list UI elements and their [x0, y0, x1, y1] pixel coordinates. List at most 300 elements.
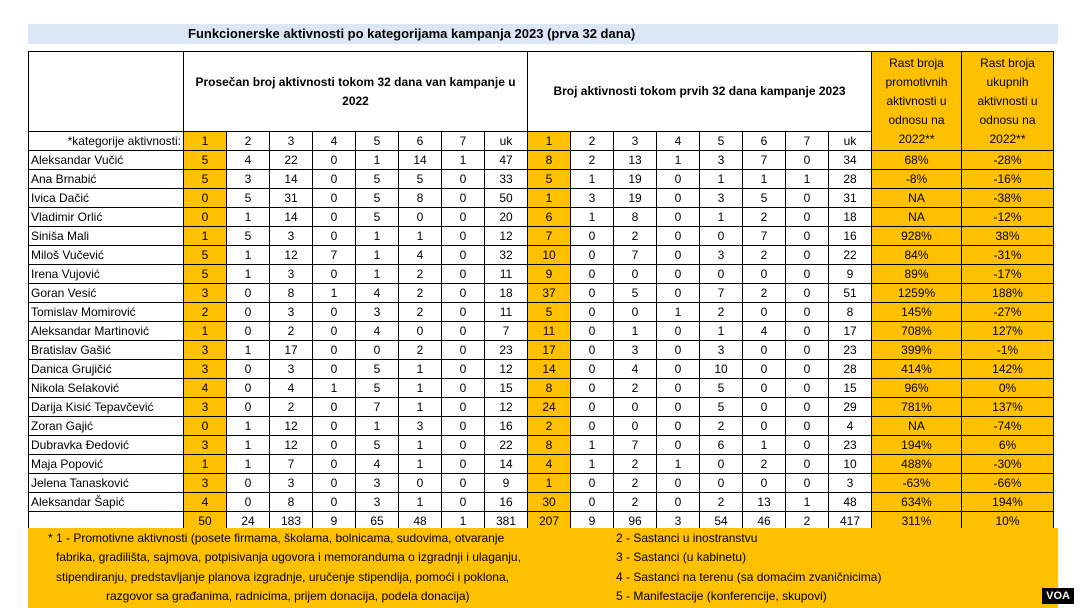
cell-a-4: 0	[313, 303, 356, 322]
cell-a-3: 14	[270, 170, 313, 189]
table-row	[29, 189, 1054, 208]
rast-promo-value: 488%	[872, 455, 962, 474]
cell-a-3: 17	[270, 341, 313, 360]
cell-b-uk: 15	[829, 379, 872, 398]
cell-a-5: 3	[356, 474, 399, 493]
cell-a-1: 50	[184, 512, 227, 531]
rast-total-value: 127%	[962, 322, 1054, 341]
cell-b-uk: 51	[829, 284, 872, 303]
cell-b-4: 0	[657, 398, 700, 417]
cell-a-5: 5	[356, 379, 399, 398]
cell-b-6: 7	[743, 151, 786, 170]
cell-b-6: 0	[743, 417, 786, 436]
cell-a-6: 8	[399, 189, 442, 208]
cell-a-7: 0	[442, 246, 485, 265]
cell-a-uk: 12	[485, 227, 528, 246]
cell-b-3: 0	[614, 303, 657, 322]
cell-b-2: 0	[571, 303, 614, 322]
cell-a-1: 5	[184, 265, 227, 284]
cell-a-7: 0	[442, 303, 485, 322]
cell-b-uk: 4	[829, 417, 872, 436]
rast-promo-value: 399%	[872, 341, 962, 360]
cell-b-uk: 8	[829, 303, 872, 322]
cell-a-6: 3	[399, 417, 442, 436]
cell-a-3: 7	[270, 455, 313, 474]
cell-a-uk: 12	[485, 360, 528, 379]
cell-a-2: 5	[227, 189, 270, 208]
cell-b-1: 9	[528, 265, 571, 284]
cell-b-7: 0	[786, 436, 829, 455]
cell-a-2: 0	[227, 379, 270, 398]
legend-cat-1-line-4: razgovor sa građanima, radnicima, prijem donacija, podela donacija)	[106, 589, 470, 603]
cell-b-2: 0	[571, 227, 614, 246]
cell-b-4: 0	[657, 379, 700, 398]
cell-a-2: 0	[227, 398, 270, 417]
cell-a-6: 1	[399, 379, 442, 398]
cell-a-5: 5	[356, 189, 399, 208]
cell-b-2: 0	[571, 493, 614, 512]
cell-a-4: 0	[313, 493, 356, 512]
cell-a-2: 0	[227, 493, 270, 512]
cell-b-uk: 417	[829, 512, 872, 531]
cell-a-2: 1	[227, 246, 270, 265]
cell-b-1: 207	[528, 512, 571, 531]
cell-a-1: 3	[184, 398, 227, 417]
cell-a-2: 1	[227, 417, 270, 436]
cell-b-3: 3	[614, 341, 657, 360]
cell-a-3: 3	[270, 360, 313, 379]
rast-promo-value: 928%	[872, 227, 962, 246]
cell-b-6: 2	[743, 455, 786, 474]
rast-total-value: -1%	[962, 341, 1054, 360]
cell-a-2: 1	[227, 436, 270, 455]
cell-a-2: 5	[227, 227, 270, 246]
cell-b-4: 1	[657, 151, 700, 170]
cell-a-6: 2	[399, 284, 442, 303]
cell-b-uk: 29	[829, 398, 872, 417]
cell-b-3: 4	[614, 360, 657, 379]
rast-promo-value: NA	[872, 208, 962, 227]
cell-a-1: 3	[184, 284, 227, 303]
category-header-b-1: 1	[528, 132, 571, 151]
table-row	[29, 360, 1054, 379]
voa-logo: VOA	[1042, 588, 1074, 604]
cell-b-6: 0	[743, 398, 786, 417]
cell-b-4: 0	[657, 474, 700, 493]
cell-b-2: 3	[571, 189, 614, 208]
cell-a-1: 1	[184, 227, 227, 246]
cell-b-2: 0	[571, 398, 614, 417]
rast-total-value: 137%	[962, 398, 1054, 417]
cell-b-6: 0	[743, 474, 786, 493]
cell-a-3: 3	[270, 265, 313, 284]
cell-a-3: 3	[270, 474, 313, 493]
cell-b-2: 0	[571, 246, 614, 265]
cell-b-3: 2	[614, 379, 657, 398]
cell-b-1: 8	[528, 436, 571, 455]
cell-b-4: 3	[657, 512, 700, 531]
cell-a-7: 0	[442, 227, 485, 246]
cell-b-4: 0	[657, 265, 700, 284]
cell-b-6: 2	[743, 284, 786, 303]
cell-b-4: 0	[657, 493, 700, 512]
cell-b-2: 0	[571, 341, 614, 360]
cell-b-6: 0	[743, 303, 786, 322]
cell-b-4: 1	[657, 303, 700, 322]
table-row	[29, 227, 1054, 246]
rast-total-value: 194%	[962, 493, 1054, 512]
cell-b-4: 0	[657, 246, 700, 265]
cell-b-2: 0	[571, 474, 614, 493]
cell-a-uk: 14	[485, 455, 528, 474]
cell-a-7: 0	[442, 436, 485, 455]
cell-b-4: 0	[657, 436, 700, 455]
cell-a-7: 0	[442, 398, 485, 417]
cell-a-5: 5	[356, 360, 399, 379]
table-row	[29, 379, 1054, 398]
categories-label: *kategorije aktivnosti:	[29, 132, 184, 151]
cell-a-1: 0	[184, 417, 227, 436]
rast-total-value: -17%	[962, 265, 1054, 284]
cell-a-3: 8	[270, 493, 313, 512]
cell-a-6: 14	[399, 151, 442, 170]
cell-b-6: 5	[743, 189, 786, 208]
cell-b-7: 0	[786, 341, 829, 360]
legend-cat-4: 4 - Sastanci na terenu (sa domaćim zvaničnicima)	[616, 570, 882, 584]
cell-a-2: 1	[227, 341, 270, 360]
header-rast-promo: Rast broja promotivnih aktivnosti u odnosu na 2022**	[872, 52, 962, 151]
cell-b-6: 2	[743, 208, 786, 227]
cell-a-4: 0	[313, 170, 356, 189]
category-header-a-1: 1	[184, 132, 227, 151]
table-row	[29, 322, 1054, 341]
cell-a-3: 12	[270, 417, 313, 436]
cell-b-1: 5	[528, 303, 571, 322]
politician-name: Ana Brnabić	[29, 170, 184, 189]
cell-a-uk: 20	[485, 208, 528, 227]
activity-table	[28, 51, 1054, 531]
cell-a-6: 4	[399, 246, 442, 265]
legend-cat-1-line-2: fabrika, gradilišta, sajmova, potpisivanja ugovora i memoranduma o izgradnji i ulaganju,	[56, 550, 521, 564]
cell-a-2: 1	[227, 455, 270, 474]
cell-b-3: 0	[614, 265, 657, 284]
cell-a-uk: 15	[485, 379, 528, 398]
category-header-b-4: 4	[657, 132, 700, 151]
cell-b-3: 19	[614, 189, 657, 208]
cell-a-uk: 381	[485, 512, 528, 531]
rast-promo-value: -8%	[872, 170, 962, 189]
politician-name: Ivica Dačić	[29, 189, 184, 208]
cell-b-5: 5	[700, 398, 743, 417]
cell-a-3: 12	[270, 436, 313, 455]
cell-a-7: 0	[442, 360, 485, 379]
cell-a-4: 1	[313, 379, 356, 398]
cell-a-uk: 12	[485, 398, 528, 417]
cell-b-7: 0	[786, 417, 829, 436]
cell-a-uk: 11	[485, 265, 528, 284]
cell-a-6: 0	[399, 208, 442, 227]
cell-a-1: 0	[184, 208, 227, 227]
cell-a-uk: 9	[485, 474, 528, 493]
cell-b-7: 1	[786, 493, 829, 512]
cell-a-7: 0	[442, 493, 485, 512]
cell-a-4: 0	[313, 417, 356, 436]
cell-a-6: 1	[399, 455, 442, 474]
rast-promo-value: 414%	[872, 360, 962, 379]
rast-total-value: -31%	[962, 246, 1054, 265]
cell-b-3: 13	[614, 151, 657, 170]
cell-b-5: 1	[700, 322, 743, 341]
title-bar	[28, 24, 1058, 44]
cell-b-6: 0	[743, 341, 786, 360]
cell-b-6: 2	[743, 246, 786, 265]
table-row	[29, 208, 1054, 227]
cell-b-3: 7	[614, 436, 657, 455]
cell-a-4: 0	[313, 151, 356, 170]
rast-total-value: -74%	[962, 417, 1054, 436]
table-row	[29, 170, 1054, 189]
cell-b-2: 1	[571, 455, 614, 474]
cell-b-uk: 23	[829, 341, 872, 360]
rast-promo-value: 96%	[872, 379, 962, 398]
rast-total-value: -27%	[962, 303, 1054, 322]
politician-name: Danica Grujičić	[29, 360, 184, 379]
cell-a-2: 0	[227, 322, 270, 341]
cell-b-3: 96	[614, 512, 657, 531]
cell-a-6: 2	[399, 303, 442, 322]
cell-b-6: 46	[743, 512, 786, 531]
cell-b-2: 1	[571, 208, 614, 227]
cell-a-5: 7	[356, 398, 399, 417]
cell-a-2: 0	[227, 360, 270, 379]
cell-b-1: 8	[528, 151, 571, 170]
cell-b-5: 6	[700, 436, 743, 455]
rast-promo-value: 311%	[872, 512, 962, 531]
politician-name: Nikola Selaković	[29, 379, 184, 398]
cell-a-uk: 16	[485, 493, 528, 512]
cell-a-6: 2	[399, 265, 442, 284]
category-header-a-7: 7	[442, 132, 485, 151]
cell-b-6: 0	[743, 265, 786, 284]
cell-b-uk: 23	[829, 436, 872, 455]
cell-b-4: 1	[657, 455, 700, 474]
cell-a-5: 1	[356, 227, 399, 246]
politician-name: Aleksandar Vučić	[29, 151, 184, 170]
rast-total-value: -30%	[962, 455, 1054, 474]
cell-a-4: 0	[313, 360, 356, 379]
legend-cat-5: 5 - Manifestacije (konferencije, skupovi)	[616, 589, 827, 603]
cell-b-7: 0	[786, 246, 829, 265]
cell-b-5: 3	[700, 341, 743, 360]
cell-a-2: 4	[227, 151, 270, 170]
cell-a-4: 0	[313, 189, 356, 208]
cell-b-1: 7	[528, 227, 571, 246]
cell-b-5: 3	[700, 246, 743, 265]
cell-b-1: 11	[528, 322, 571, 341]
table-row	[29, 417, 1054, 436]
cell-b-uk: 18	[829, 208, 872, 227]
cell-b-5: 54	[700, 512, 743, 531]
cell-a-4: 0	[313, 455, 356, 474]
cell-b-uk: 22	[829, 246, 872, 265]
politician-name: Darija Kisić Tepavčević	[29, 398, 184, 417]
cell-a-5: 5	[356, 170, 399, 189]
cell-a-6: 0	[399, 322, 442, 341]
cell-a-1: 4	[184, 493, 227, 512]
cell-a-1: 3	[184, 474, 227, 493]
table-row	[29, 455, 1054, 474]
cell-b-uk: 16	[829, 227, 872, 246]
header-avg-2022: Prosečan broj aktivnosti tokom 32 dana van kampanje u 2022	[184, 52, 528, 132]
cell-a-5: 1	[356, 265, 399, 284]
politician-name: Jelena Tanasković	[29, 474, 184, 493]
cell-a-3: 14	[270, 208, 313, 227]
rast-promo-value: NA	[872, 417, 962, 436]
cell-b-7: 0	[786, 189, 829, 208]
header-blank	[29, 52, 184, 132]
cell-b-3: 2	[614, 455, 657, 474]
legend-cat-1-line-3: stipendiranju, predstavljanje planova izgradnje, uručenje stipendija, pomoći i poklona,	[56, 570, 509, 584]
page-title: Funkcionerske aktivnosti po kategorijama kampanja 2023 (prva 32 dana)	[188, 26, 636, 41]
rast-total-value: 38%	[962, 227, 1054, 246]
cell-b-3: 1	[614, 322, 657, 341]
cell-b-5: 2	[700, 493, 743, 512]
cell-a-7: 0	[442, 208, 485, 227]
cell-a-uk: 11	[485, 303, 528, 322]
cell-b-uk: 3	[829, 474, 872, 493]
rast-promo-value: 84%	[872, 246, 962, 265]
rast-promo-value: NA	[872, 189, 962, 208]
footer-legend	[28, 528, 1058, 608]
cell-a-6: 0	[399, 474, 442, 493]
cell-b-3: 0	[614, 398, 657, 417]
cell-b-6: 13	[743, 493, 786, 512]
category-header-a-uk: uk	[485, 132, 528, 151]
cell-a-2: 24	[227, 512, 270, 531]
cell-b-1: 4	[528, 455, 571, 474]
cell-a-1: 1	[184, 322, 227, 341]
cell-b-4: 0	[657, 170, 700, 189]
cell-b-3: 19	[614, 170, 657, 189]
cell-a-7: 1	[442, 151, 485, 170]
cell-a-1: 2	[184, 303, 227, 322]
table-row	[29, 151, 1054, 170]
cell-a-2: 1	[227, 208, 270, 227]
cell-b-3: 7	[614, 246, 657, 265]
cell-a-1: 1	[184, 455, 227, 474]
cell-a-3: 2	[270, 398, 313, 417]
cell-b-1: 10	[528, 246, 571, 265]
cell-a-4: 0	[313, 398, 356, 417]
cell-b-uk: 28	[829, 170, 872, 189]
cell-b-5: 0	[700, 474, 743, 493]
category-header-a-2: 2	[227, 132, 270, 151]
cell-b-6: 1	[743, 170, 786, 189]
category-header-a-4: 4	[313, 132, 356, 151]
cell-a-3: 3	[270, 227, 313, 246]
cell-a-4: 0	[313, 436, 356, 455]
cell-b-1: 37	[528, 284, 571, 303]
table-row	[29, 493, 1054, 512]
cell-b-4: 0	[657, 341, 700, 360]
header-campaign-2023: Broj aktivnosti tokom prvih 32 dana kampanje 2023	[528, 52, 872, 132]
cell-a-1: 3	[184, 436, 227, 455]
legend-cat-3: 3 - Sastanci (u kabinetu)	[616, 550, 747, 564]
cell-b-3: 2	[614, 227, 657, 246]
cell-b-6: 4	[743, 322, 786, 341]
rast-promo-value: 194%	[872, 436, 962, 455]
cell-a-5: 1	[356, 417, 399, 436]
politician-name: Zoran Gajić	[29, 417, 184, 436]
cell-a-7: 0	[442, 341, 485, 360]
cell-a-uk: 32	[485, 246, 528, 265]
cell-b-7: 0	[786, 208, 829, 227]
cell-a-uk: 33	[485, 170, 528, 189]
category-header-b-5: 5	[700, 132, 743, 151]
cell-a-6: 1	[399, 493, 442, 512]
cell-b-7: 0	[786, 474, 829, 493]
cell-a-5: 4	[356, 455, 399, 474]
cell-a-4: 0	[313, 474, 356, 493]
cell-a-uk: 7	[485, 322, 528, 341]
cell-a-uk: 22	[485, 436, 528, 455]
cell-b-4: 0	[657, 360, 700, 379]
cell-a-7: 0	[442, 455, 485, 474]
politician-name: Siniša Mali	[29, 227, 184, 246]
cell-a-3: 8	[270, 284, 313, 303]
cell-b-2: 0	[571, 360, 614, 379]
cell-b-2: 0	[571, 417, 614, 436]
cell-b-4: 0	[657, 227, 700, 246]
cell-b-uk: 31	[829, 189, 872, 208]
cell-a-1: 4	[184, 379, 227, 398]
cell-a-5: 65	[356, 512, 399, 531]
cell-b-5: 0	[700, 265, 743, 284]
cell-a-3: 31	[270, 189, 313, 208]
cell-b-5: 5	[700, 379, 743, 398]
cell-b-6: 0	[743, 360, 786, 379]
cell-a-1: 5	[184, 170, 227, 189]
rast-total-value: 0%	[962, 379, 1054, 398]
rast-promo-value: 1259%	[872, 284, 962, 303]
politician-name: Maja Popović	[29, 455, 184, 474]
cell-b-4: 0	[657, 417, 700, 436]
cell-a-uk: 16	[485, 417, 528, 436]
cell-a-4: 7	[313, 246, 356, 265]
cell-b-uk: 28	[829, 360, 872, 379]
cell-a-4: 0	[313, 322, 356, 341]
rast-total-value: -16%	[962, 170, 1054, 189]
cell-a-7: 0	[442, 189, 485, 208]
cell-b-6: 1	[743, 436, 786, 455]
cell-b-2: 0	[571, 379, 614, 398]
cell-b-1: 5	[528, 170, 571, 189]
legend-cat-1-line-1: * 1 - Promotivne aktivnosti (posete firmama, školama, bolnicama, sudovima, otvaranje	[48, 531, 505, 545]
cell-a-7: 0	[442, 265, 485, 284]
category-header-b-7: 7	[786, 132, 829, 151]
cell-a-4: 1	[313, 284, 356, 303]
cell-a-3: 2	[270, 322, 313, 341]
cell-a-6: 48	[399, 512, 442, 531]
rast-total-value: -12%	[962, 208, 1054, 227]
category-header-b-6: 6	[743, 132, 786, 151]
cell-b-3: 5	[614, 284, 657, 303]
category-header-a-6: 6	[399, 132, 442, 151]
rast-total-value: -38%	[962, 189, 1054, 208]
cell-b-3: 8	[614, 208, 657, 227]
table-row	[29, 436, 1054, 455]
cell-b-5: 7	[700, 284, 743, 303]
